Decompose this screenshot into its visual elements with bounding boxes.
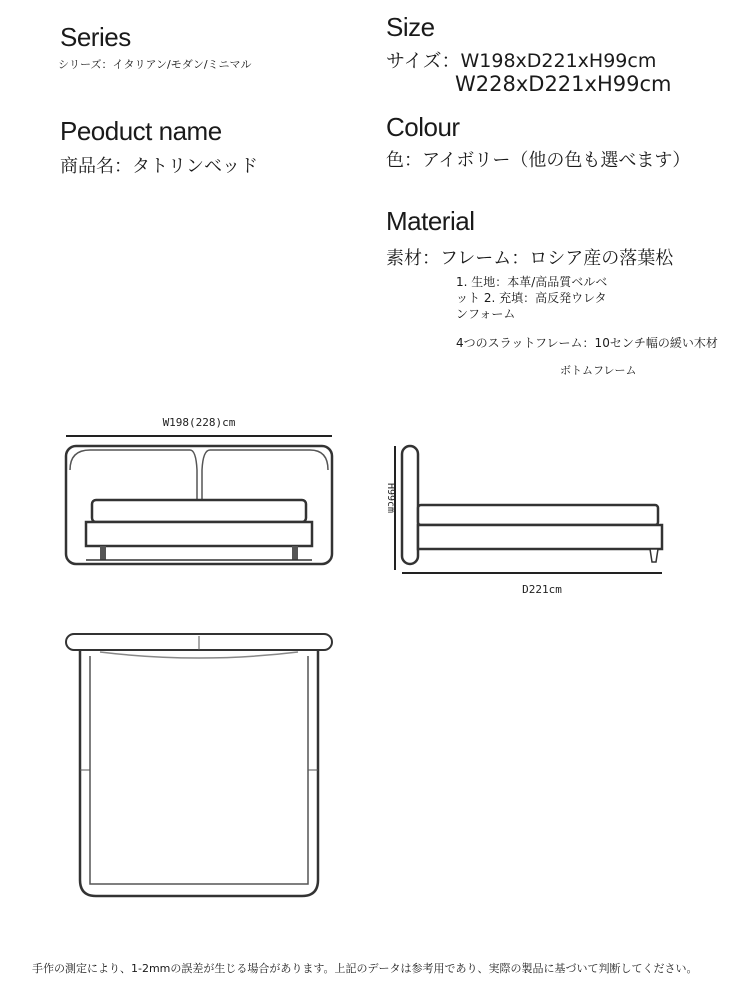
material-fabric-line-2: ット 2. 充填：高反発ウレタ xyxy=(456,291,607,305)
series-heading: Series xyxy=(60,22,131,52)
product-name-value: 商品名：タトリンベッド xyxy=(60,156,258,177)
frame-inner xyxy=(90,656,308,884)
frame-outer xyxy=(80,650,318,896)
material-slat: 4つのスラットフレーム：10センチ幅の緩い木材 xyxy=(456,336,718,350)
width-label: W198(228)cm xyxy=(162,416,236,429)
product-name-heading: Peoduct name xyxy=(60,116,222,146)
size-line-1: サイズ：W198xD221xH99cm xyxy=(386,50,657,72)
pillow-shade xyxy=(100,652,298,658)
material-bottom-frame: ボトムフレーム xyxy=(560,364,637,377)
depth-label: D221cm xyxy=(522,583,562,596)
material-fabric-line-3: ンフォーム xyxy=(456,307,516,321)
material-fabric-line-1: 1. 生地：本革/高品質ベルベ xyxy=(456,275,608,289)
material-frame: 素材：フレーム：ロシア産の落葉松 xyxy=(386,248,674,269)
material-heading: Material xyxy=(386,206,475,236)
colour-heading: Colour xyxy=(386,112,460,142)
series-value: シリーズ：イタリアン/モダン/ミニマル xyxy=(58,58,252,71)
footer-note: 手作の測定により、1-2mmの誤差が生じる場合があります。上記のデータは参考用であり、実際の製品に基づいて判断してください。 xyxy=(32,962,698,975)
size-line-2: W228xD221xH99cm xyxy=(455,72,672,96)
height-label: H99cm xyxy=(385,482,396,514)
size-heading: Size xyxy=(386,12,435,42)
colour-value: 色：アイボリー（他の色も選べます） xyxy=(386,150,691,171)
